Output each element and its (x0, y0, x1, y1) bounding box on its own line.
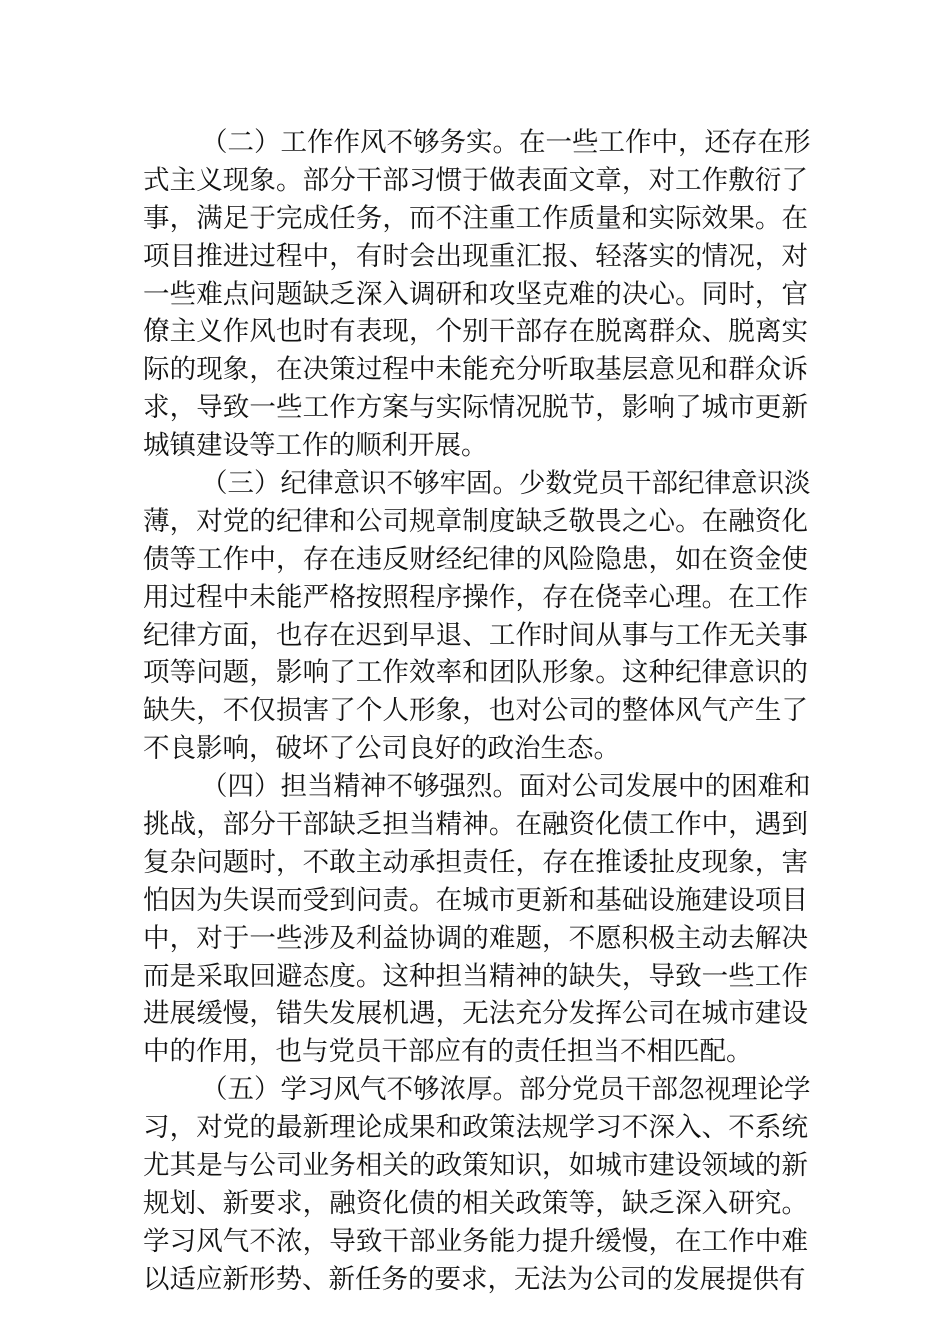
text-line: 中的作用，也与党员干部应有的责任担当不相匹配。 (143, 1036, 753, 1068)
text-line: 习，对党的最新理论成果和政策法规学习不深入、不系统 (143, 1112, 808, 1144)
paragraph (143, 465, 811, 768)
text-line: 一些难点问题缺乏深入调研和攻坚克难的决心。同时，官 (143, 278, 808, 310)
text-line: 际的现象，在决策过程中未能充分听取基层意见和群众诉 (143, 354, 808, 386)
text-line: 学习风气不浓，导致干部业务能力提升缓慢，在工作中难 (143, 1225, 808, 1257)
text-line: 事，满足于完成任务，而不注重工作质量和实际效果。在 (143, 202, 808, 234)
text-line: 尤其是与公司业务相关的政策知识，如城市建设领域的新 (143, 1150, 808, 1182)
text-line: 债等工作中，存在违反财经纪律的风险隐患，如在资金使 (143, 543, 808, 575)
paragraph (143, 124, 811, 465)
body-text (143, 124, 811, 1299)
text-line: 城镇建设等工作的顺利开展。 (143, 430, 488, 462)
text-line: 以适应新形势、新任务的要求，无法为公司的发展提供有 (143, 1263, 806, 1295)
text-line: 项等问题，影响了工作效率和团队形象。这种纪律意识的 (143, 657, 808, 689)
text-line: 用过程中未能严格按照程序操作，存在侥幸心理。在工作 (143, 581, 808, 613)
text-line: 缺失，不仅损害了个人形象，也对公司的整体风气产生了 (143, 695, 808, 727)
text-line: （五）学习风气不够浓厚。部分党员干部忽视理论学 (201, 1074, 811, 1106)
text-line: 式主义现象。部分干部习惯于做表面文章，对工作敷衍了 (143, 164, 808, 196)
text-line: （二）工作作风不够务实。在一些工作中，还存在形 (201, 127, 811, 158)
text-line: 薄，对党的纪律和公司规章制度缺乏敬畏之心。在融资化 (143, 505, 808, 537)
text-line: 而是采取回避态度。这种担当精神的缺失，导致一些工作 (143, 960, 808, 992)
text-line: 项目推进过程中，有时会出现重汇报、轻落实的情况，对 (143, 240, 808, 272)
text-line: 怕因为失误而受到问责。在城市更新和基础设施建设项目 (143, 884, 808, 916)
text-line: 进展缓慢，错失发展机遇，无法充分发挥公司在城市建设 (143, 998, 808, 1030)
text-line: 规划、新要求，融资化债的相关政策等，缺乏深入研究。 (143, 1187, 808, 1219)
text-line: 求，导致一些工作方案与实际情况脱节，影响了城市更新 (143, 392, 808, 424)
text-line: 复杂问题时，不敢主动承担责任，存在推诿扯皮现象，害 (143, 846, 808, 878)
text-line: （四）担当精神不够强烈。面对公司发展中的困难和 (201, 771, 811, 803)
text-line: 挑战，部分干部缺乏担当精神。在融资化债工作中，遇到 (143, 809, 808, 841)
text-line: 中，对于一些涉及利益协调的难题，不愿积极主动去解决 (143, 922, 808, 954)
text-line: 纪律方面，也存在迟到早退、工作时间从事与工作无关事 (143, 619, 808, 651)
paragraph (143, 768, 811, 1071)
text-line: 僚主义作风也时有表现，个别干部存在脱离群众、脱离实 (143, 316, 808, 348)
text-line: 不良影响，破坏了公司良好的政治生态。 (143, 733, 620, 765)
paragraph (143, 1071, 811, 1298)
text-line: （三）纪律意识不够牢固。少数党员干部纪律意识淡 (201, 468, 811, 500)
